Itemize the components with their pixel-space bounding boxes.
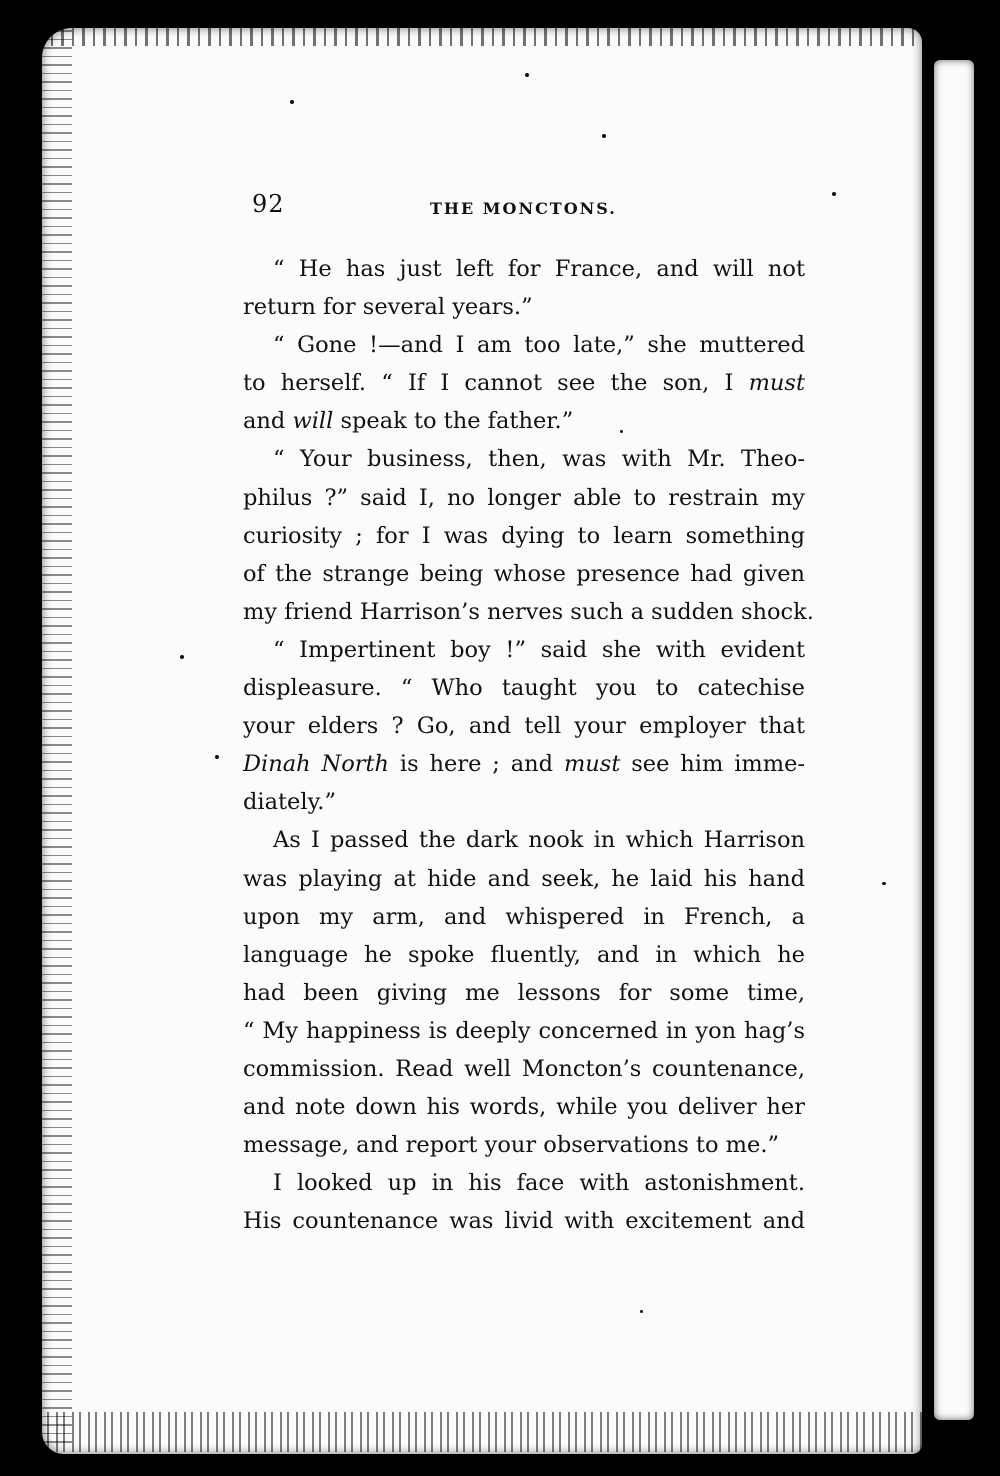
body-text [243, 250, 814, 1240]
text-line: of the strange being whose presence had given [243, 560, 805, 587]
text-line: I looked up in his face with astonishment. [273, 1170, 805, 1197]
running-title: THE MONCTONS. [430, 199, 617, 218]
emphasis: Dinah North [243, 751, 390, 778]
text-line [243, 364, 805, 402]
text-line: “ Your business, then, was with Mr. Theo- [273, 446, 805, 473]
text-line: had been giving me lessons for some time, [243, 979, 805, 1006]
text-run: and [243, 408, 293, 435]
text-run: to herself. “ If I cannot see the son, I [243, 370, 749, 397]
text-run: is here ; and [389, 751, 564, 778]
text-line: my friend Harrison’s nerves such a sudden shock. [243, 598, 814, 625]
scan-speck [620, 430, 623, 433]
scan-speck [525, 73, 529, 77]
text-line: was playing at hide and seek, he laid his hand [243, 865, 805, 892]
scan-speck [640, 1310, 643, 1313]
facing-page-edge [934, 60, 974, 1420]
emphasis: must [563, 751, 621, 778]
text-line: “ Gone !—and I am too late,” she muttered [273, 332, 805, 359]
text-line: your elders ? Go, and tell your employer that [243, 713, 805, 740]
scan-speck [290, 100, 294, 104]
text-run: see him imme- [620, 751, 805, 778]
text-line: As I passed the dark nook in which Harrison [273, 827, 805, 854]
page-left-edge [38, 30, 72, 1446]
text-line: “ My happiness is deeply concerned in yon hag’s [243, 1017, 805, 1044]
scan-speck [215, 755, 219, 759]
scan-speck [832, 192, 836, 196]
scan-speck [882, 882, 886, 885]
gutter-shadow [922, 0, 934, 1476]
text-line [243, 745, 805, 783]
text-line: displeasure. “ Who taught you to catechise [243, 675, 805, 702]
text-line: return for several years.” [243, 294, 533, 321]
emphasis: must [748, 370, 805, 397]
text-line: message, and report your observations to me.” [243, 1132, 779, 1159]
text-line: language he spoke fluently, and in which he [243, 941, 805, 968]
page-top-edge [40, 24, 930, 46]
text-line: His countenance was livid with excitement and [243, 1208, 805, 1235]
text-run: speak to the father.” [333, 408, 574, 435]
text-line: curiosity ; for I was dying to learn something [243, 522, 805, 549]
text-line: diately.” [243, 789, 336, 816]
scan-speck [180, 655, 184, 659]
page-number: 92 [252, 190, 285, 218]
text-line: and note down his words, while you deliver her [243, 1094, 805, 1121]
text-line: philus ?” said I, no longer able to restrain my [243, 484, 805, 511]
emphasis: will [292, 408, 334, 435]
text-line: “ He has just left for France, and will not [273, 256, 805, 282]
scan-speck [602, 134, 606, 138]
page-bottom-edge [40, 1412, 930, 1452]
text-line: upon my arm, and whispered in French, a [243, 903, 805, 930]
text-line [243, 402, 805, 440]
text-line: commission. Read well Moncton’s countenance, [243, 1055, 805, 1082]
text-line: “ Impertinent boy !” said she with evident [273, 636, 805, 663]
